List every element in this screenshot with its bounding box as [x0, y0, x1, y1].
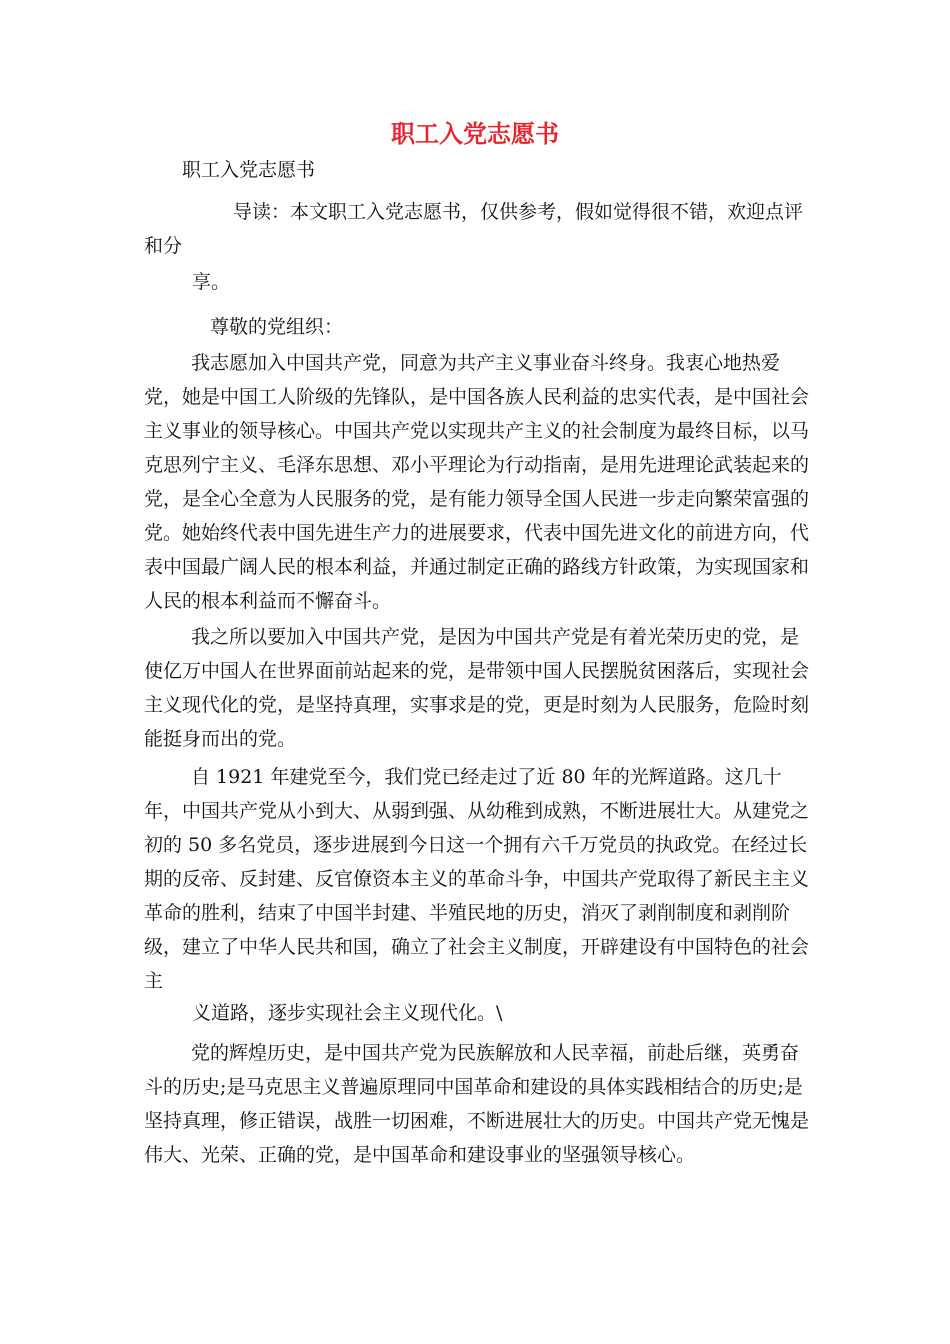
body-paragraph-3-continuation: 义道路，逐步实现社会主义现代化。\	[192, 1002, 503, 1024]
body-paragraph-3: 自 1921 年建党至今，我们党已经走过了近 80 年的光辉道路。这几十年，中国共产党从小到大、从弱到强、从幼稚到成熟，不断进展壮大。从建党之初的 50 多名党员，逐步进展到今日这一个拥有六千万党员的执政党。在经过长期的反帝、反封建、反官僚资本主义的革命斗争，中国共产党取得了新民主主义革命的胜利，结束了中国半封建、半殖民地的历史，消灭了剥削制度和剥削阶级，建立了中华人民共和国，确立了社会主义制度，开辟建设有中国特色的社会主	[144, 766, 810, 992]
body-paragraph-1: 我志愿加入中国共产党，同意为共产主义事业奋斗终身。我衷心地热爱党，她是中国工人阶级的先锋队，是中国各族人民利益的忠实代表，是中国社会主义事业的领导核心。中国共产党以实现共产主义的社会制度为最终目标，以马克思列宁主义、毛泽东思想、邓小平理论为行动指南，是用先进理论武装起来的党，是全心全意为人民服务的党，是有能力领导全国人民进一步走向繁荣富强的党。她始终代表中国先进生产力的进展要求，代表中国先进文化的前进方向，代表中国最广阔人民的根本利益，并通过制定正确的路线方针政策，为实现国家和人民的根本利益而不懈奋斗。	[144, 352, 810, 612]
document-subtitle: 职工入党志愿书	[182, 159, 316, 181]
intro-continuation: 享。	[192, 271, 231, 293]
body-paragraph-2: 我之所以要加入中国共产党，是因为中国共产党是有着光荣历史的党，是使亿万中国人在世界面前站起来的党，是带领中国人民摆脱贫困落后，实现社会主义现代化的党，是坚持真理，实事求是的党，更是时刻为人民服务，危险时刻能挺身而出的党。	[144, 626, 810, 750]
body-paragraph-4: 党的辉煌历史，是中国共产党为民族解放和人民幸福，前赴后继，英勇奋斗的历史;是马克思主义普遍原理同中国革命和建设的具体实践相结合的历史;是坚持真理，修正错误，战胜一切困难，不断进展壮大的历史。中国共产党无愧是伟大、光荣、正确的党，是中国革命和建设事业的坚强领导核心。	[144, 1042, 810, 1166]
page-title: 职工入党志愿书	[391, 120, 559, 148]
salutation: 尊敬的党组织：	[210, 316, 344, 338]
intro-paragraph: 导读：本文职工入党志愿书，仅供参考，假如觉得很不错，欢迎点评和分	[144, 201, 804, 257]
